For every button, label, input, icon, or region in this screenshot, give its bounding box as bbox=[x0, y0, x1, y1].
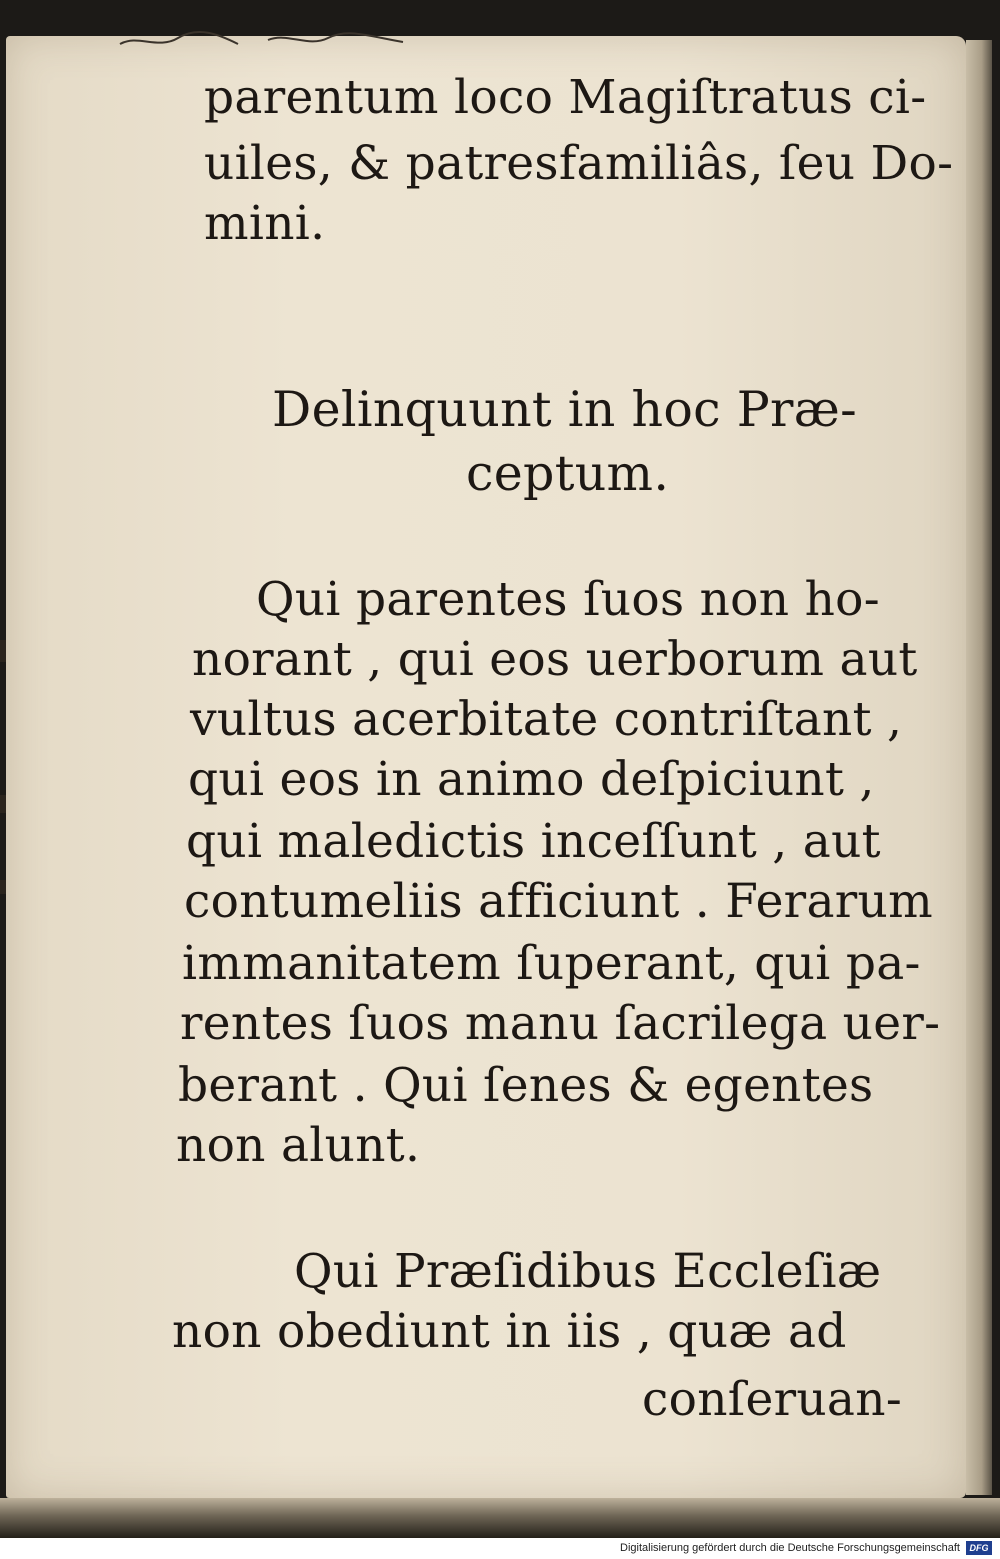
text-line: vultus acerbitate contriſtant , bbox=[190, 692, 903, 747]
text-line: non alunt. bbox=[176, 1118, 421, 1173]
text-line: contumeliis afficiunt . Ferarum bbox=[184, 874, 933, 929]
section-heading: Delinquunt in hoc Præ- bbox=[272, 381, 857, 438]
text-line: qui eos in animo deſpiciunt , bbox=[188, 752, 875, 807]
text-line: uiles, & patresfamiliâs, ſeu Do- bbox=[204, 136, 954, 191]
text-line: immanitatem ſuperant, qui pa- bbox=[182, 936, 921, 991]
text-line: Qui Præſidibus Eccleſiæ bbox=[294, 1244, 882, 1299]
section-heading: ceptum. bbox=[466, 445, 670, 502]
text-line: qui maledictis inceſſunt , aut bbox=[186, 814, 881, 869]
page-bottom-edge bbox=[0, 1498, 1000, 1538]
text-line: berant . Qui ſenes & egentes bbox=[178, 1058, 874, 1113]
text-line: mini. bbox=[204, 196, 326, 251]
footer-credit: Digitalisierung gefördert durch die Deutsche Forschungsgemeinschaft bbox=[620, 1542, 960, 1554]
footer-bar bbox=[0, 1538, 1000, 1559]
text-line: norant , qui eos uerborum aut bbox=[192, 632, 918, 687]
text-line: parentum loco Magiſtratus ci- bbox=[204, 70, 927, 125]
catchword: conſeruan- bbox=[642, 1372, 903, 1427]
text-line: rentes ſuos manu ſacrilega uer- bbox=[180, 996, 941, 1051]
dfg-logo-icon: DFG bbox=[966, 1541, 992, 1555]
gutter-mark bbox=[0, 880, 6, 894]
gutter-mark bbox=[0, 640, 6, 662]
text-line: non obediunt in iis , quæ ad bbox=[172, 1304, 847, 1359]
gutter-mark bbox=[0, 795, 6, 813]
marginal-scribble bbox=[118, 30, 418, 52]
text-line: Qui parentes ſuos non ho- bbox=[256, 572, 880, 627]
page-edge bbox=[966, 40, 992, 1495]
